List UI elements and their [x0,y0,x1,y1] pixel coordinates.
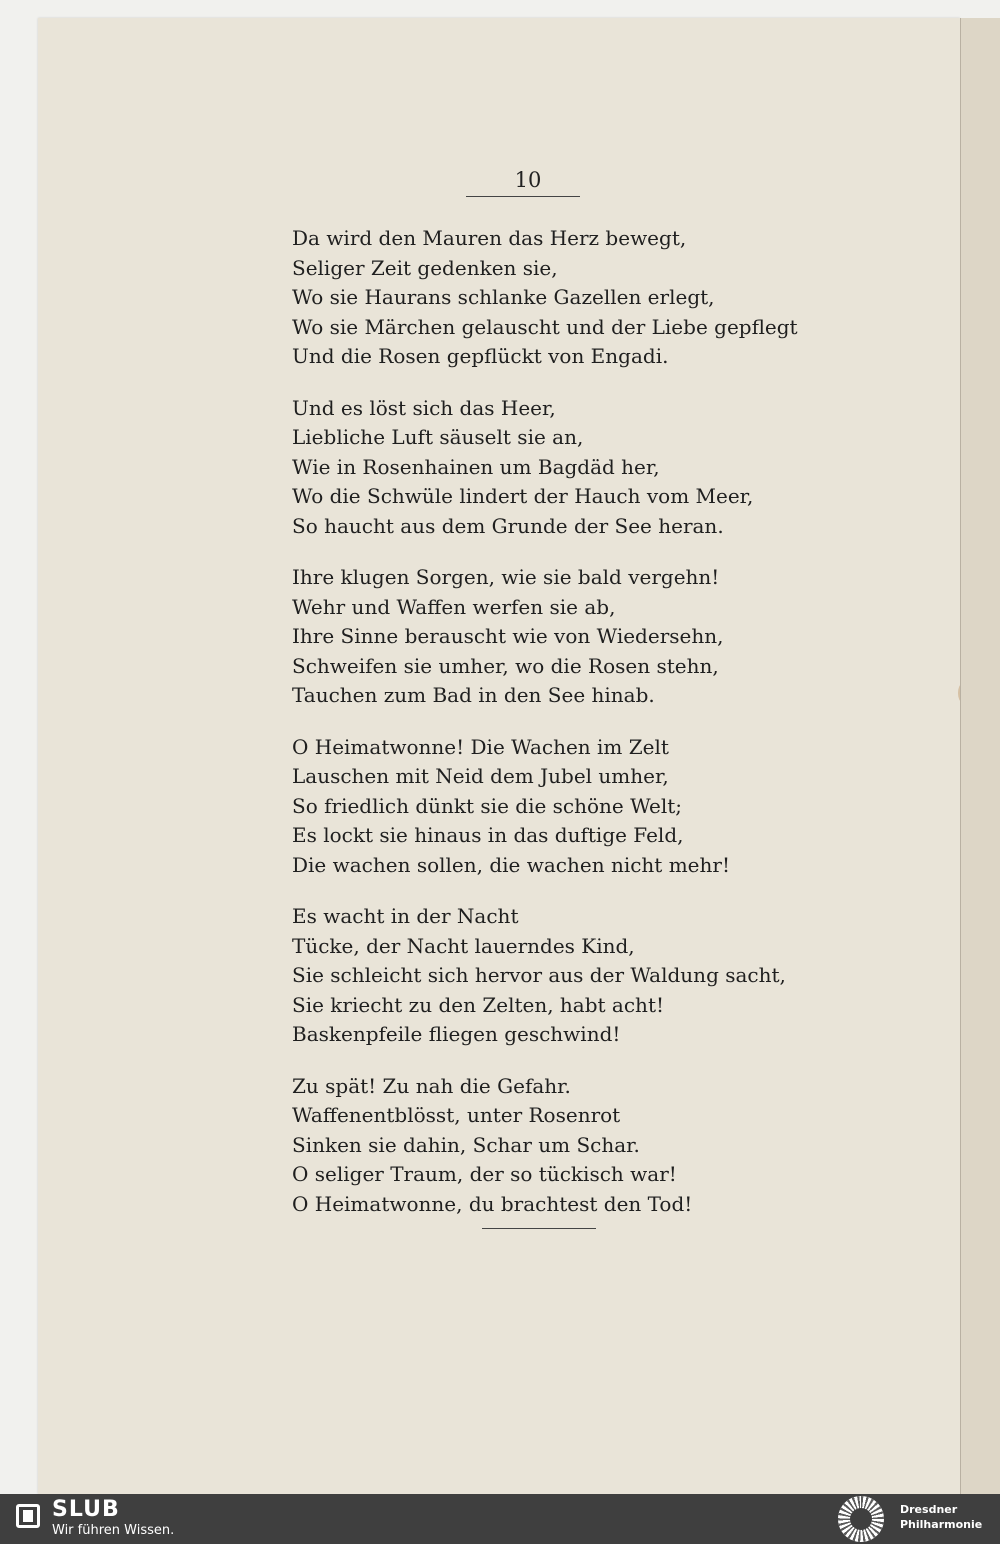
partner-line: Dresdner [900,1503,958,1516]
poem-line: Tauchen zum Bad in den See hinab. [292,683,655,707]
poem-text [292,224,832,1241]
poem-line: Schweifen sie umher, wo die Rosen stehn, [292,653,719,678]
poem-line: Wehr und Waffen werfen sie ab, [292,594,616,619]
end-rule [482,1228,596,1229]
viewer-footer [0,1494,1000,1544]
poem-line: Sie schleicht sich hervor aus der Waldung sacht, [292,963,786,987]
poem-line: Liebliche Luft säuselt sie an, [292,425,584,449]
poem-line: O Heimatwonne! Die Wachen im Zelt [292,734,669,759]
poem-line: Tücke, der Nacht lauerndes Kind, [292,933,635,958]
slub-logo-icon[interactable] [16,1504,40,1528]
poem-line: Wo sie Haurans schlanke Gazellen erlegt, [292,285,715,309]
page-number: 10 [514,168,542,192]
stanza [292,1072,832,1220]
partner-line: Philharmonie [900,1518,983,1531]
header-rule [466,196,580,197]
poem-line: Baskenpfeile fliegen geschwind! [292,1022,621,1046]
poem-line: Ihre klugen Sorgen, wie sie bald vergehn! [292,565,720,589]
poem-line: Die wachen sollen, die wachen nicht mehr! [292,852,730,877]
poem-line: Wo sie Märchen gelauscht und der Liebe gepflegt [292,314,798,339]
poem-line: O Heimatwonne, du brachtest den Tod! [292,1191,693,1216]
poem-line: O seliger Traum, der so tückisch war! [292,1162,677,1186]
stanza [292,394,832,542]
poem-line: Es lockt sie hinaus in das duftige Feld, [292,823,684,847]
poem-line: Es wacht in der Nacht [292,904,519,928]
poem-line: Sie kriecht zu den Zelten, habt acht! [292,992,665,1017]
stanza [292,902,832,1050]
partner-name[interactable] [900,1502,982,1532]
poem-line: Seliger Zeit gedenken sie, [292,255,558,280]
poem-line: Waffenentblösst, unter Rosenrot [292,1103,621,1127]
poem-line: Wo die Schwüle lindert der Hauch vom Meer, [292,484,754,508]
poem-line: Und es löst sich das Heer, [292,395,556,420]
stanza [292,224,832,372]
poem-line: Wie in Rosenhainen um Bagdäd her, [292,454,660,479]
adjacent-page-edge [960,18,1000,1494]
library-tagline: Wir führen Wissen. [52,1523,175,1538]
poem-line: Und die Rosen gepflückt von Engadi. [292,344,669,368]
poem-line: Ihre Sinne berauscht wie von Wiedersehn, [292,624,724,648]
philharmonie-logo-icon[interactable] [838,1496,884,1542]
poem-line: Da wird den Mauren das Herz bewegt, [292,226,687,250]
stanza [292,733,832,881]
poem-line: So friedlich dünkt sie die schöne Welt; [292,793,683,818]
poem-line: Lauschen mit Neid dem Jubel umher, [292,764,669,788]
stanza [292,563,832,711]
poem-line: So haucht aus dem Grunde der See heran. [292,513,724,538]
poem-line: Sinken sie dahin, Schar um Schar. [292,1132,640,1157]
poem-line: Zu spät! Zu nah die Gefahr. [292,1073,571,1098]
library-name[interactable]: SLUB [52,1497,120,1522]
